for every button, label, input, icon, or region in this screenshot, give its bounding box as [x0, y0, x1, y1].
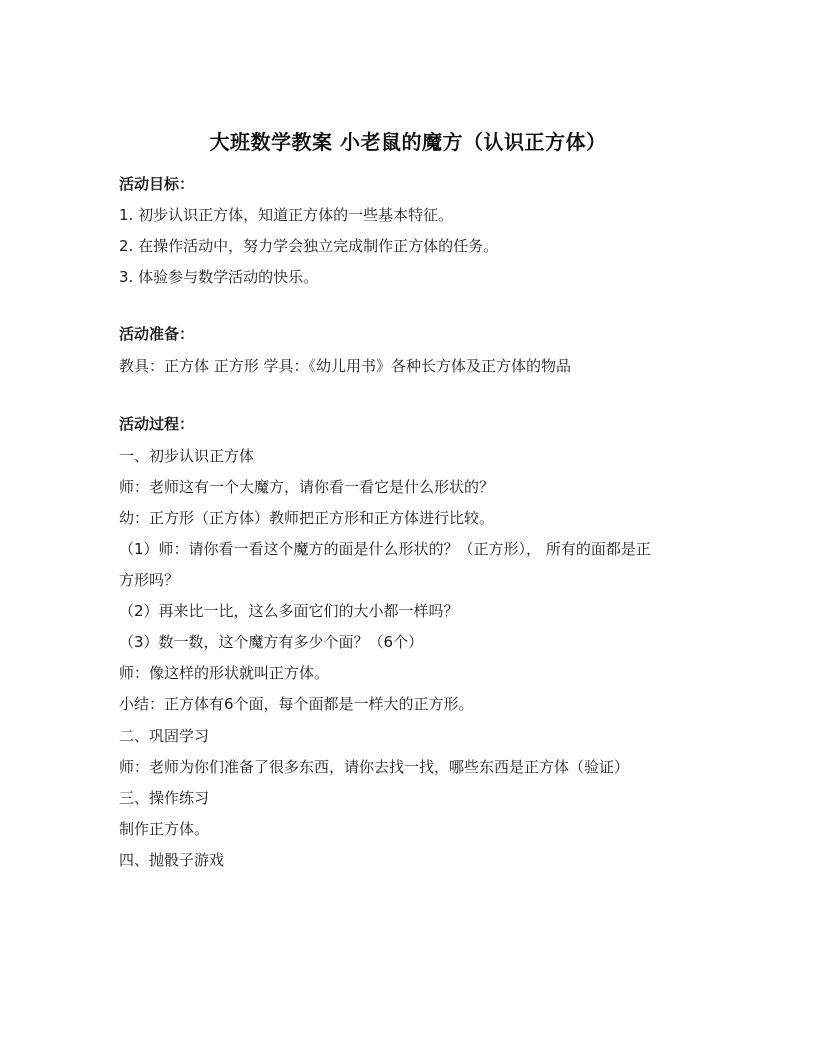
- process-line: 方形吗？: [119, 571, 180, 589]
- process-line: 四、抛骰子游戏: [119, 851, 225, 869]
- objective-item-1: 1. 初步认识正方体，知道正方体的一些基本特征。: [119, 206, 454, 224]
- process-line: 制作正方体。: [119, 820, 210, 838]
- objective-item-2: 2. 在操作活动中，努力学会独立完成制作正方体的任务。: [119, 237, 499, 255]
- process-line: 师：像这样的形状就叫正方体。: [119, 664, 330, 682]
- process-line: 一、初步认识正方体: [119, 447, 255, 465]
- preparation-text: 教具：正方体 正方形 学具：《幼儿用书》各种长方体及正方体的物品: [119, 357, 572, 375]
- objectives-heading: 活动目标：: [119, 175, 195, 193]
- process-line: 幼：正方形（正方体）教师把正方形和正方体进行比较。: [119, 509, 495, 527]
- process-line: 小结：正方体有6个面，每个面都是一样大的正方形。: [119, 695, 474, 713]
- preparation-heading: 活动准备：: [119, 325, 195, 343]
- process-line: 三、操作练习: [119, 789, 210, 807]
- process-line: （1）师：请你看一看这个魔方的面是什么形状的？（正方形）， 所有的面都是正: [119, 540, 651, 558]
- process-line: （2）再来比一比，这么多面它们的大小都一样吗？: [119, 602, 459, 620]
- process-heading: 活动过程：: [119, 415, 195, 433]
- process-line: 二、巩固学习: [119, 727, 210, 745]
- process-line: （3）数一数，这个魔方有多少个面？（6个）: [119, 633, 424, 651]
- process-line: 师：老师这有一个大魔方，请你看一看它是什么形状的？: [119, 478, 495, 496]
- document-title: 大班数学教案 小老鼠的魔方（认识正方体）: [209, 130, 607, 154]
- process-line: 师：老师为你们准备了很多东西，请你去找一找，哪些东西是正方体（验证）: [119, 758, 630, 776]
- objective-item-3: 3. 体验参与数学活动的快乐。: [119, 268, 319, 286]
